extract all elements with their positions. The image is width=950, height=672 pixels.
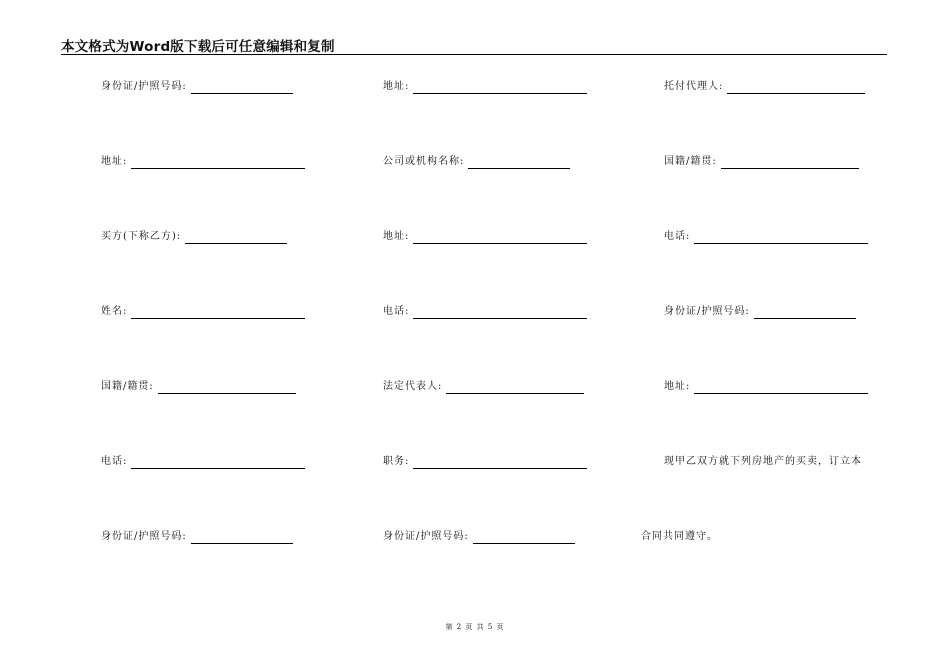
fill-blank[interactable] <box>131 156 305 169</box>
field-label: 国籍/籍贯: <box>664 156 717 167</box>
field-phone-1 <box>664 228 868 244</box>
field-label: 电话: <box>101 456 128 467</box>
field-label: 地址: <box>383 81 410 92</box>
field-phone-2 <box>383 303 587 319</box>
page-number: 第 2 页 共 5 页 <box>445 623 505 631</box>
field-position <box>383 453 587 469</box>
field-label: 电话: <box>664 231 691 242</box>
fill-blank[interactable] <box>158 381 296 394</box>
fill-blank[interactable] <box>413 231 587 244</box>
field-id-passport-1 <box>101 78 293 94</box>
agreement-text-line1: 现甲乙双方就下列房地产的买卖，订立本 <box>664 456 862 467</box>
field-label: 买方(下称乙方): <box>101 231 182 242</box>
fill-blank[interactable] <box>727 81 865 94</box>
field-label: 身份证/护照号码: <box>101 531 187 542</box>
field-label: 电话: <box>383 306 410 317</box>
fill-blank[interactable] <box>413 456 587 469</box>
header-title: 本文格式为Word版下载后可任意编辑和复制 <box>61 39 335 55</box>
field-label: 姓名: <box>101 306 128 317</box>
field-label: 托付代理人: <box>664 81 724 92</box>
fill-blank[interactable] <box>754 306 856 319</box>
page-header <box>61 34 887 55</box>
fill-blank[interactable] <box>191 81 293 94</box>
field-label: 身份证/护照号码: <box>383 531 469 542</box>
field-label: 地址: <box>383 231 410 242</box>
field-address-4 <box>664 378 868 394</box>
field-label: 地址: <box>101 156 128 167</box>
fill-blank[interactable] <box>473 531 575 544</box>
field-label: 法定代表人: <box>383 381 443 392</box>
field-label: 地址: <box>664 381 691 392</box>
fill-blank[interactable] <box>413 306 587 319</box>
field-address-2 <box>101 153 305 169</box>
field-label: 国籍/籍贯: <box>101 381 154 392</box>
field-id-passport-3 <box>101 528 293 544</box>
field-name <box>101 303 305 319</box>
fill-blank[interactable] <box>694 381 868 394</box>
agreement-text-line2: 合同共同遵守。 <box>641 531 718 542</box>
fill-blank[interactable] <box>131 456 305 469</box>
field-buyer <box>101 228 287 244</box>
fill-blank[interactable] <box>721 156 859 169</box>
fill-blank[interactable] <box>694 231 868 244</box>
fill-blank[interactable] <box>413 81 587 94</box>
field-label: 职务: <box>383 456 410 467</box>
field-company-name <box>383 153 570 169</box>
field-phone-3 <box>101 453 305 469</box>
field-nationality-2 <box>101 378 296 394</box>
field-nationality-1 <box>664 153 859 169</box>
fill-blank[interactable] <box>446 381 584 394</box>
field-agent <box>664 78 865 94</box>
field-address-1 <box>383 78 587 94</box>
field-label: 身份证/护照号码: <box>664 306 750 317</box>
field-label: 身份证/护照号码: <box>101 81 187 92</box>
fill-blank[interactable] <box>191 531 293 544</box>
fill-blank[interactable] <box>185 231 287 244</box>
field-id-passport-2 <box>664 303 856 319</box>
field-legal-rep <box>383 378 584 394</box>
field-label: 公司或机构名称: <box>383 156 465 167</box>
fill-blank[interactable] <box>131 306 305 319</box>
field-id-passport-4 <box>383 528 575 544</box>
field-address-3 <box>383 228 587 244</box>
fill-blank[interactable] <box>468 156 570 169</box>
